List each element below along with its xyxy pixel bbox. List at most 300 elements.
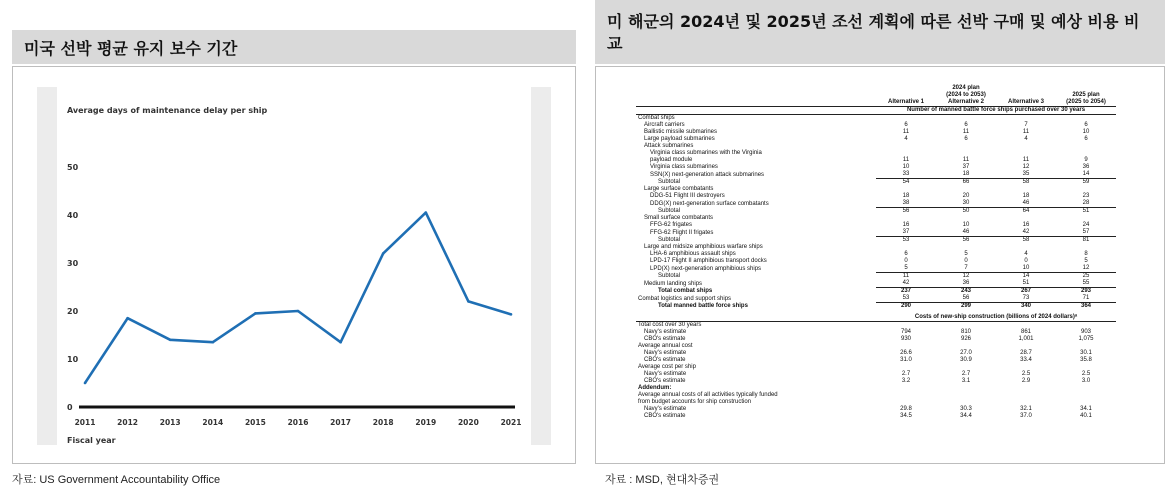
row-value xyxy=(1056,385,1116,392)
row-value xyxy=(996,399,1056,406)
row-value: 51 xyxy=(1082,208,1090,214)
row-value: 51 xyxy=(996,280,1056,288)
row-value xyxy=(876,150,936,157)
row-value xyxy=(1056,343,1116,350)
row-value: 42 xyxy=(996,229,1056,237)
chart-area xyxy=(57,87,531,445)
left-source-note: 자료: US Government Accountability Office xyxy=(12,474,221,486)
x-tick-label: 2020 xyxy=(457,418,479,427)
series-line xyxy=(85,213,511,383)
row-value: 4 xyxy=(1024,251,1028,257)
table-row xyxy=(636,303,1116,311)
row-value xyxy=(876,186,936,193)
x-tick-label: 2021 xyxy=(500,418,522,427)
row-label: Virginia class submarines xyxy=(650,164,718,170)
left-panel-title: 미국 선박 평균 유지 보수 기간 xyxy=(12,30,576,64)
row-value: 293 xyxy=(1080,288,1091,294)
row-value xyxy=(996,215,1056,222)
table-row xyxy=(636,336,1116,343)
row-value: 12 xyxy=(1022,164,1030,170)
row-value: 32.1 xyxy=(1020,406,1032,412)
row-value: 10 xyxy=(996,265,1056,273)
row-label: Combat logistics and support ships xyxy=(638,295,732,302)
table-row xyxy=(636,171,1116,179)
row-value xyxy=(936,322,996,330)
row-label: Large and midsize amphibious warfare ships xyxy=(644,244,763,250)
column-header: Alternative 1 xyxy=(876,99,936,107)
row-value: 9 xyxy=(1084,157,1088,163)
row-value: 10 xyxy=(1082,129,1090,135)
table-row xyxy=(636,136,1116,143)
table-row xyxy=(636,222,1116,229)
row-value: 34.5 xyxy=(900,413,912,419)
row-label: Ballistic missile submarines xyxy=(644,129,718,135)
row-value: 38 xyxy=(876,200,936,208)
table-row xyxy=(636,364,1116,371)
section-spacer xyxy=(636,314,876,322)
row-value: 34.4 xyxy=(960,413,972,419)
row-value: 903 xyxy=(1080,329,1091,335)
row-value: 35 xyxy=(996,171,1056,179)
right-panel-title: 미 해군의 2024년 및 2025년 조선 계획에 따른 선박 구매 및 예상 비용 비교 xyxy=(595,0,1165,64)
row-value: 12 xyxy=(1056,265,1116,273)
row-value: 290 xyxy=(900,303,911,309)
row-label: Small surface combatants xyxy=(644,215,714,221)
row-label: Total manned battle force ships xyxy=(658,303,748,309)
row-value: 0 xyxy=(1024,258,1028,264)
row-value xyxy=(1056,186,1116,193)
row-value: 23 xyxy=(1082,193,1090,199)
row-value: 10 xyxy=(962,222,970,228)
header-spacer xyxy=(636,99,876,107)
row-value xyxy=(996,392,1056,399)
row-value xyxy=(876,115,936,123)
right-source-note: 자료 : MSD, 현대차증권 xyxy=(605,474,720,486)
row-value xyxy=(1056,244,1116,251)
row-value: 11 xyxy=(1022,157,1030,163)
row-value xyxy=(1056,143,1116,150)
row-label: FFG-62 Flight II frigates xyxy=(650,229,714,236)
column-header: Alternative 2 xyxy=(936,99,996,107)
row-value xyxy=(1056,399,1116,406)
row-value: 4 xyxy=(904,136,908,142)
data-point xyxy=(169,339,172,342)
data-point xyxy=(254,312,257,315)
header-spacer xyxy=(636,85,876,99)
row-value: 58 xyxy=(1022,179,1030,185)
data-point xyxy=(382,252,385,255)
row-value: 299 xyxy=(960,303,971,309)
row-value: 364 xyxy=(1080,303,1091,309)
row-value: 30.9 xyxy=(960,357,972,363)
line-chart xyxy=(57,87,531,445)
row-value: 6 xyxy=(964,122,968,128)
table-row xyxy=(636,288,1116,296)
row-value: 33.4 xyxy=(1020,357,1032,363)
row-value: 11 xyxy=(962,157,970,163)
row-value xyxy=(936,392,996,399)
row-label: Virginia class submarines with the Virginia xyxy=(650,150,762,156)
row-value: 0 xyxy=(904,258,908,264)
row-value xyxy=(876,364,936,371)
row-value: 2.5 xyxy=(1021,371,1031,377)
row-value xyxy=(936,215,996,222)
table-row xyxy=(636,251,1116,258)
row-label: LHA-6 amphibious assault ships xyxy=(650,251,736,257)
row-value xyxy=(996,364,1056,371)
row-label: Average annual cost xyxy=(638,343,693,349)
table-row xyxy=(636,150,1116,157)
x-tick-label: 2018 xyxy=(372,418,394,427)
table-row xyxy=(636,265,1116,273)
row-value: 6 xyxy=(1084,136,1088,142)
data-point xyxy=(126,317,129,320)
table-row xyxy=(636,215,1116,222)
section-spacer xyxy=(636,107,876,115)
row-value: 2.7 xyxy=(901,371,911,377)
row-value: 1,001 xyxy=(1018,336,1034,342)
header-2025-plan: 2025 plan (2025 to 2054) xyxy=(1056,85,1116,107)
row-value xyxy=(936,244,996,251)
row-value: 930 xyxy=(900,336,911,342)
row-value xyxy=(1056,215,1116,222)
row-value: 18 xyxy=(936,171,996,179)
group-header-2024: 2024 plan (2024 to 2053) xyxy=(946,85,986,98)
x-tick-label: 2017 xyxy=(330,418,352,427)
chart-title: Average days of maintenance delay per ship xyxy=(67,106,268,115)
row-value: 5 xyxy=(964,251,968,257)
row-value xyxy=(1056,322,1116,330)
row-label: payload module xyxy=(650,157,693,163)
row-value: 33 xyxy=(876,171,936,179)
right-panel xyxy=(595,0,1165,464)
row-label: CBO's estimate xyxy=(644,378,686,384)
row-label: Large payload submarines xyxy=(644,136,715,142)
table-row xyxy=(636,164,1116,171)
row-value: 8 xyxy=(1084,251,1088,257)
data-point xyxy=(425,211,428,214)
row-value: 2.7 xyxy=(961,371,971,377)
row-label: Subtotal xyxy=(658,208,681,214)
table-row xyxy=(636,273,1116,281)
row-value: 7 xyxy=(936,265,996,273)
table-row xyxy=(636,179,1116,187)
table-row xyxy=(636,371,1116,378)
row-value: 73 xyxy=(996,295,1056,303)
row-value xyxy=(996,150,1056,157)
row-label: CBO's estimate xyxy=(644,413,686,419)
row-value: 3.0 xyxy=(1081,378,1091,384)
row-value xyxy=(936,399,996,406)
row-value xyxy=(936,343,996,350)
row-value: 7 xyxy=(1024,122,1028,128)
row-value: 46 xyxy=(996,200,1056,208)
row-value: 59 xyxy=(1082,179,1090,185)
row-value xyxy=(876,392,936,399)
section-title: Number of manned battle force ships purchased over 30 years xyxy=(876,107,1116,115)
row-value: 37 xyxy=(876,229,936,237)
row-value: 66 xyxy=(962,179,970,185)
row-label: LPD(X) next-generation amphibious ships xyxy=(650,265,762,272)
section-header-row xyxy=(636,107,1116,115)
row-value: 6 xyxy=(1084,122,1088,128)
row-value: 57 xyxy=(1056,229,1116,237)
row-value: 861 xyxy=(1020,329,1031,335)
y-tick-label: 10 xyxy=(67,355,79,364)
row-value: 3.1 xyxy=(961,378,971,384)
row-value: 11 xyxy=(962,129,970,135)
row-value: 12 xyxy=(962,273,970,279)
row-value xyxy=(1056,392,1116,399)
x-tick-label: 2012 xyxy=(117,418,139,427)
x-tick-label: 2013 xyxy=(159,418,181,427)
row-value: 37.0 xyxy=(1020,413,1032,419)
table-row xyxy=(636,157,1116,164)
row-value xyxy=(936,364,996,371)
right-table-frame xyxy=(595,66,1165,464)
row-label: Average cost per ship xyxy=(638,364,696,370)
row-label: from budget accounts for ship construction xyxy=(638,399,752,405)
x-tick-label: 2014 xyxy=(202,418,224,427)
table-row xyxy=(636,392,1116,399)
table-row xyxy=(636,322,1116,330)
x-tick-label: 2011 xyxy=(74,418,96,427)
table-row xyxy=(636,329,1116,336)
x-axis-label: Fiscal year xyxy=(67,436,116,445)
row-label: Total cost over 30 years xyxy=(638,322,702,328)
row-value xyxy=(936,385,996,392)
row-value: 25 xyxy=(1082,273,1090,279)
data-point xyxy=(84,382,87,385)
row-label: Average annual costs of all activities typically funded xyxy=(638,392,778,398)
row-value xyxy=(876,143,936,150)
table-row xyxy=(636,295,1116,303)
table-header-row xyxy=(636,99,1116,107)
table-row xyxy=(636,280,1116,288)
row-value: 2.5 xyxy=(1081,371,1091,377)
row-value xyxy=(876,215,936,222)
table-row xyxy=(636,350,1116,357)
table-row xyxy=(636,208,1116,216)
chart-background xyxy=(37,87,551,445)
row-value: 340 xyxy=(1020,303,1031,309)
row-value: 30.3 xyxy=(960,406,972,412)
row-value xyxy=(1056,150,1116,157)
row-label: Navy's estimate xyxy=(644,371,687,377)
row-label: LPD-17 Flight II amphibious transport docks xyxy=(650,258,767,264)
table-row xyxy=(636,200,1116,208)
table-row xyxy=(636,237,1116,245)
row-value: 58 xyxy=(1022,237,1030,243)
row-value xyxy=(936,115,996,123)
row-value: 11 xyxy=(902,273,910,279)
row-value: 243 xyxy=(960,288,971,294)
row-label: Navy's estimate xyxy=(644,329,687,335)
row-value: 794 xyxy=(900,329,911,335)
row-value: 56 xyxy=(962,237,970,243)
row-value: 29.8 xyxy=(900,406,912,412)
table-row xyxy=(636,357,1116,364)
row-value: 56 xyxy=(936,295,996,303)
row-value xyxy=(876,385,936,392)
row-label: CBO's estimate xyxy=(644,336,686,342)
table-row xyxy=(636,122,1116,129)
row-label: FFG-62 frigates xyxy=(650,222,693,228)
row-value: 55 xyxy=(1056,280,1116,288)
table-row xyxy=(636,406,1116,413)
row-value xyxy=(876,244,936,251)
table-header-row xyxy=(636,85,1116,99)
row-value: 34.1 xyxy=(1080,406,1092,412)
row-value xyxy=(996,115,1056,123)
row-label: Total combat ships xyxy=(658,288,713,294)
y-tick-label: 40 xyxy=(67,211,79,220)
x-tick-label: 2016 xyxy=(287,418,309,427)
row-value: 4 xyxy=(1024,136,1028,142)
data-point xyxy=(467,300,470,303)
row-value xyxy=(876,322,936,330)
row-value: 0 xyxy=(964,258,968,264)
row-value: 20 xyxy=(962,193,970,199)
left-panel xyxy=(12,30,576,464)
row-value: 53 xyxy=(902,237,910,243)
row-value: 11 xyxy=(902,129,910,135)
table-row xyxy=(636,385,1116,392)
table-row xyxy=(636,378,1116,385)
row-label: DDG-51 Flight III destroyers xyxy=(650,193,725,199)
row-value: 2.9 xyxy=(1021,378,1031,384)
row-value: 5 xyxy=(1084,258,1088,264)
row-value: 30.1 xyxy=(1080,350,1092,356)
data-point xyxy=(297,310,300,313)
row-value: 810 xyxy=(960,329,971,335)
row-value: 36 xyxy=(936,280,996,288)
row-label: SSN(X) next-generation attack submarines xyxy=(650,171,765,178)
row-value: 5 xyxy=(876,265,936,273)
section-title: Costs of new-ship construction (billions of 2024 dollars)ᵃ xyxy=(876,314,1116,322)
table-row xyxy=(636,399,1116,406)
row-value: 81 xyxy=(1082,237,1090,243)
table-row xyxy=(636,258,1116,265)
row-label: Aircraft carriers xyxy=(644,122,685,128)
data-point xyxy=(510,313,513,316)
row-value xyxy=(1056,364,1116,371)
row-value: 6 xyxy=(904,122,908,128)
column-header: Alternative 3 xyxy=(996,99,1056,107)
row-label: Large surface combatants xyxy=(644,186,714,192)
row-value xyxy=(996,186,1056,193)
row-value: 27.0 xyxy=(960,350,972,356)
row-label: CBO's estimate xyxy=(644,357,686,363)
table-row xyxy=(636,229,1116,237)
x-tick-label: 2015 xyxy=(244,418,266,427)
row-value: 14 xyxy=(1022,273,1030,279)
row-value: 53 xyxy=(876,295,936,303)
row-value: 42 xyxy=(876,280,936,288)
row-label: Navy's estimate xyxy=(644,350,687,356)
row-value: 36 xyxy=(1082,164,1090,170)
table-row xyxy=(636,343,1116,350)
row-value: 71 xyxy=(1056,295,1116,303)
row-value: 18 xyxy=(902,193,910,199)
row-label: Subtotal xyxy=(658,273,681,279)
row-value: 6 xyxy=(964,136,968,142)
row-value: 16 xyxy=(902,222,910,228)
row-value: 30 xyxy=(936,200,996,208)
row-value: 31.0 xyxy=(900,357,912,363)
ships-table-wrap xyxy=(636,85,1116,420)
row-value: 16 xyxy=(1022,222,1030,228)
section-header-row xyxy=(636,314,1116,322)
row-label: Attack submarines xyxy=(644,143,694,149)
row-value xyxy=(1056,115,1116,123)
row-value: 267 xyxy=(1020,288,1031,294)
row-value: 46 xyxy=(936,229,996,237)
row-value: 37 xyxy=(962,164,970,170)
row-value xyxy=(996,322,1056,330)
table-row xyxy=(636,115,1116,123)
row-value xyxy=(936,143,996,150)
row-value: 18 xyxy=(1022,193,1030,199)
row-label: DDG(X) next-generation surface combatants xyxy=(650,200,769,207)
row-value: 3.2 xyxy=(901,378,911,384)
row-value: 35.8 xyxy=(1080,357,1092,363)
data-point xyxy=(339,341,342,344)
table-row xyxy=(636,193,1116,200)
table-row xyxy=(636,186,1116,193)
y-tick-label: 50 xyxy=(67,163,79,172)
y-tick-label: 0 xyxy=(67,403,73,412)
y-tick-label: 20 xyxy=(67,307,79,316)
row-label: Navy's estimate xyxy=(644,406,687,412)
row-value: 11 xyxy=(1022,129,1030,135)
row-label: Subtotal xyxy=(658,179,681,185)
row-value: 6 xyxy=(904,251,908,257)
row-value: 28.7 xyxy=(1020,350,1032,356)
row-value xyxy=(996,343,1056,350)
row-label: Medium landing ships xyxy=(644,280,703,287)
row-value: 56 xyxy=(902,208,910,214)
row-value: 26.6 xyxy=(900,350,912,356)
row-label: Combat ships xyxy=(638,115,675,121)
row-value: 926 xyxy=(960,336,971,342)
row-value: 1,075 xyxy=(1078,336,1094,342)
row-value xyxy=(996,244,1056,251)
row-label: Addendum: xyxy=(638,385,672,391)
row-value xyxy=(876,399,936,406)
row-value: 11 xyxy=(902,157,910,163)
row-value: 64 xyxy=(1022,208,1030,214)
data-point xyxy=(212,341,215,344)
ships-table xyxy=(636,85,1116,420)
table-row xyxy=(636,143,1116,150)
row-value: 24 xyxy=(1082,222,1090,228)
table-row xyxy=(636,244,1116,251)
y-tick-label: 30 xyxy=(67,259,79,268)
row-value xyxy=(936,150,996,157)
table-row xyxy=(636,129,1116,136)
row-value: 14 xyxy=(1056,171,1116,179)
left-chart-frame xyxy=(12,66,576,464)
row-value: 10 xyxy=(902,164,910,170)
row-value xyxy=(996,143,1056,150)
row-value: 50 xyxy=(962,208,970,214)
row-value xyxy=(876,343,936,350)
row-value: 237 xyxy=(900,288,911,294)
row-label: Subtotal xyxy=(658,237,681,243)
row-value: 54 xyxy=(902,179,910,185)
x-tick-label: 2019 xyxy=(415,418,437,427)
